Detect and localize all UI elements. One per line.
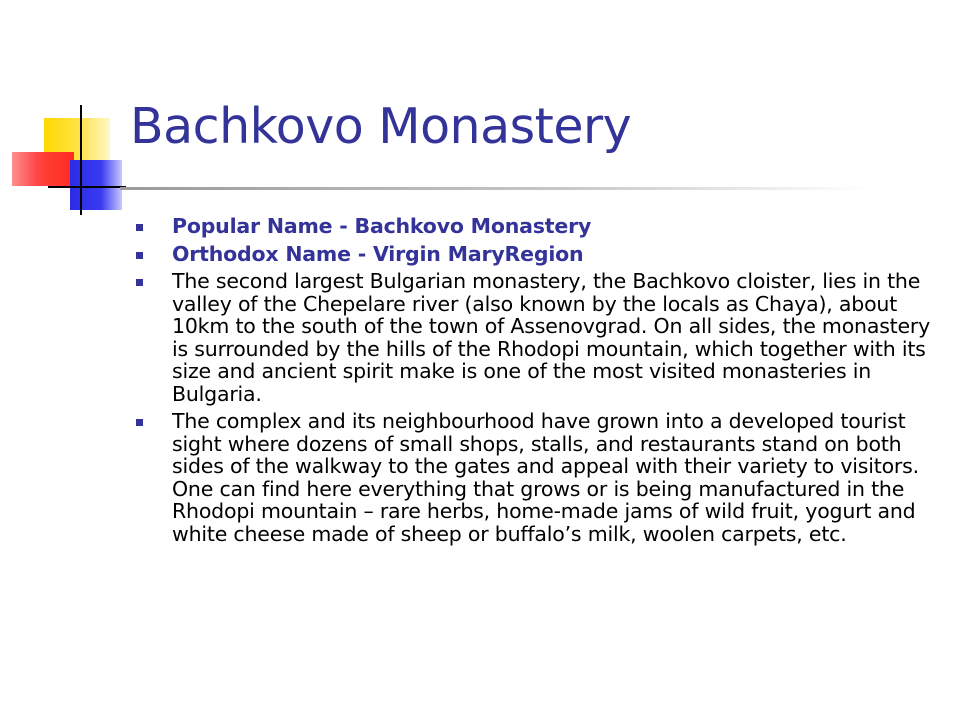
decorative-vertical-line [80, 105, 82, 215]
bullet-text: Orthodox Name - Virgin MaryRegion [172, 241, 584, 266]
bullet-tourism [134, 410, 934, 545]
slide-title: Bachkovo Monastery [130, 98, 632, 155]
title-underline [120, 187, 870, 190]
bullet-square-icon [136, 252, 143, 259]
bullet-description [134, 270, 934, 405]
decorative-horizontal-line [48, 186, 126, 188]
bullet-orthodox-name [134, 243, 934, 266]
bullet-popular-name [134, 215, 934, 238]
bullet-square-icon [136, 279, 143, 286]
bullet-text: The second largest Bulgarian monastery, the Bachkovo cloister, lies in the valley of the Chepelare river (also known by the locals as Chaya), about 10km to the south of the town of Assenovgrad. On all sides, the monastery is surrounded by the hills of the Rhodopi mountain, which together with its size and ancient spirit make is one of the most visited monasteries in Bulgaria. [172, 269, 931, 406]
bullet-square-icon [136, 224, 143, 231]
decorative-blue-square [70, 160, 122, 210]
bullet-text: The complex and its neighbourhood have grown into a developed tourist sight where dozens of small shops, stalls, and restaurants stand on both sides of the walkway to the gates and appeal with their variety to visitors. One can find here everything that grows or is being manufactured in the Rhodopi mountain – rare herbs, home-made jams of wild fruit, yogurt and white cheese made of sheep or buffalo’s milk, woolen carpets, etc. [172, 409, 919, 546]
bullet-text: Popular Name - Bachkovo Monastery [172, 214, 592, 238]
bullet-square-icon [136, 419, 143, 426]
bullet-list [134, 215, 934, 550]
decorative-red-bar [12, 152, 74, 186]
